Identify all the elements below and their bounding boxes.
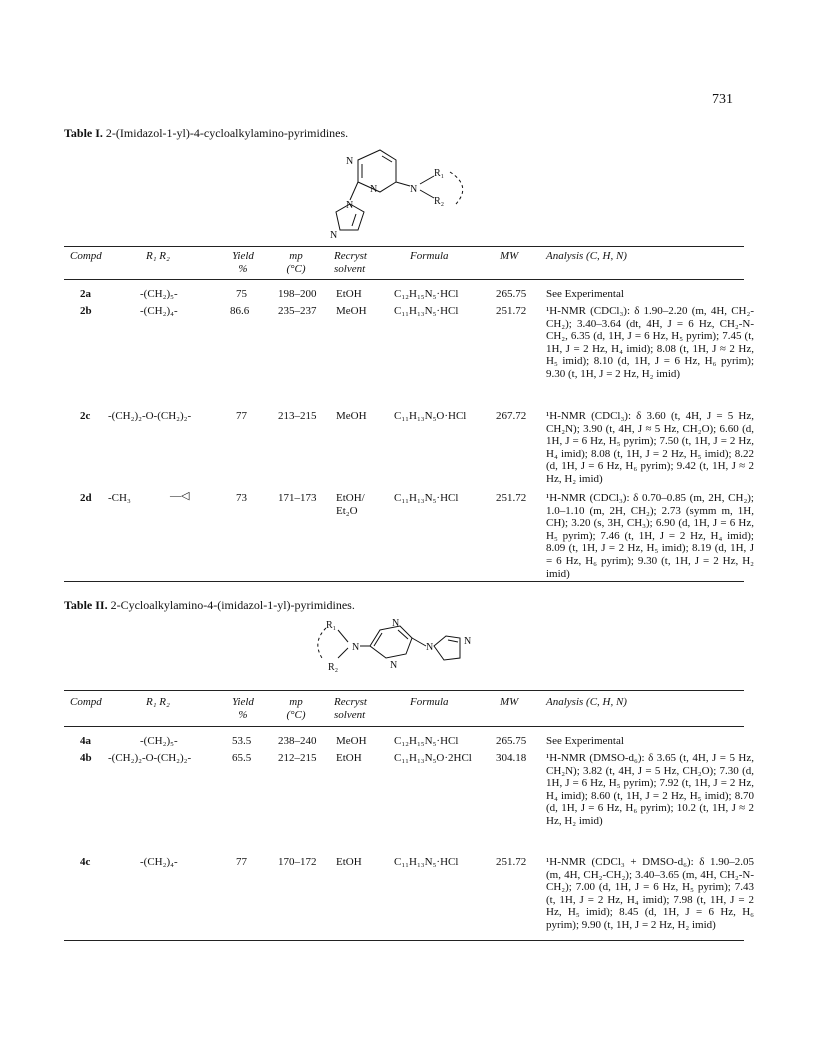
mw-value: 251.72 [496,856,527,868]
header-recryst: Recryst [334,250,367,262]
r-group: -(CH₂)₄- [140,305,178,317]
header-mw: MW [500,250,519,262]
table2-bottom-rule [64,940,744,941]
scheme-n: N [370,184,378,195]
compd-id: 4b [80,752,92,764]
r-group: -CH₃ [108,492,131,504]
mp-value: 213–215 [278,410,317,422]
r-group: -(CH₂)₅- [140,735,178,747]
table2-header-rule [64,726,744,727]
header-r1r2: R₁ R₂ [146,250,170,262]
scheme-n: N [426,642,434,653]
compd-id: 2b [80,305,92,317]
header-solvent: solvent [334,709,366,721]
table2-structure-scheme [308,616,498,682]
scheme-n: N [464,636,472,647]
mw-value: 304.18 [496,752,527,764]
r-group: -(CH₂)₂-O-(CH₂)₂- [108,752,192,764]
formula-value: C₁₁H₁₃N₅·HCl [394,305,459,317]
table1-title: 2-(Imidazol-1-yl)-4-cycloalkylamino-pyrimidines. [105,126,349,140]
header-recryst: Recryst [334,696,367,708]
table2-caption [64,598,355,613]
table1-header-rule [64,279,744,280]
header-mp-unit: (°C) [286,263,306,275]
scheme-n: N [330,230,338,241]
scheme-n: N [392,618,400,629]
analysis-text: ¹H-NMR (CDCl₃ + DMSO-d₆): δ 1.90–2.05 (m, 4H, CH₂-CH₂); 3.40–3.65 (m, 4H, CH₂-N-CH₂); 7.00 (d, 1H, J = 6 Hz, H₅ pyrim); 7.43 (t, 1H, J = 2 Hz, H₄ imid); 7.98 (t, 1H, J = 2 Hz, H₅ imid); 8.45 (d, 1H, J = 6 Hz, H₆ pyrim); 9.90 (t, 1H, J = 2 Hz, H₂ imid) [546,856,754,931]
table2-top-rule [64,690,744,691]
header-mp-unit: (°C) [286,709,306,721]
scheme-r1: R₁ [326,620,337,631]
table1-caption [64,126,348,141]
solvent-value: EtOH [336,856,362,868]
analysis-text: ¹H-NMR (DMSO-d₆): δ 3.65 (t, 4H, J = 5 Hz, CH₂N); 3.82 (t, 4H, J = 5 Hz, CH₂O); 7.30 (d, 1H, J = 6 Hz, H₅ pyrim); 7.92 (t, 1H, J = 2 Hz, H₄ imid); 8.60 (t, 1H, J = 2 Hz, H₅ imid); 8.70 (d, 1H, J = 6 Hz, H₆ pyrim); 10.2 (t, 1H, J ≈ 2 Hz, H₂ imid) [546,752,754,827]
solvent-value: MeOH [336,305,367,317]
compd-id: 2c [80,410,91,422]
scheme-n: N [410,184,418,195]
mw-value: 265.75 [496,288,527,300]
yield-value: 86.6 [230,305,250,317]
scheme-n: N [346,200,354,211]
mw-value: 265.75 [496,735,527,747]
formula-value: C₁₂H₁₅N₅·HCl [394,288,459,300]
mw-value: 267.72 [496,410,527,422]
analysis-text: ¹H-NMR (CDCl₃): δ 1.90–2.20 (m, 4H, CH₂-CH₂); 3.40–3.64 (dt, 4H, J = 6 Hz, CH₂-N-CH₂, 6.35 (d, 1H, J = 6 Hz, H₅ pyrim); 7.45 (t, 1H, J = 2 Hz, H₄ imid); 8.08 (t, 1H, J ≈ 2 Hz, H₅ imid); 8.10 (d, 1H, J = 6 Hz, H₆ pyrim); 9.30 (t, 1H, J = 2 Hz, H₂ imid) [546,305,754,380]
mw-value: 251.72 [496,305,527,317]
analysis-text: ¹H-NMR (CDCl₃): δ 0.70–0.85 (m, 2H, CH₂); 1.0–1.10 (m, 2H, CH₂); 2.73 (symm m, 1H, CH); 3.20 (s, 3H, CH₃); 6.90 (d, 1H, J = 6 Hz, H₅ pyrim); 7.46 (t, 1H, J = 2 Hz, H₄ imid); 8.09 (t, 1H, J = 2 Hz, H₅ imid); 8.19 (d, 1H, J = 6 Hz, H₆ pyrim); 9.30 (t, 1H, J = 2 Hz, H₂ imid) [546,492,754,580]
analysis-text: See Experimental [546,288,624,300]
mp-value: 171–173 [278,492,317,504]
table1-label: Table I. [64,126,103,140]
mw-value: 251.72 [496,492,527,504]
header-compd: Compd [70,250,102,262]
compd-id: 2d [80,492,92,504]
table1-top-rule [64,246,744,247]
header-yield: Yield [232,250,254,262]
yield-value: 77 [236,856,247,868]
r-group: -(CH₂)₂-O-(CH₂)₂- [108,410,192,422]
header-r1r2: R₁ R₂ [146,696,170,708]
formula-value: C₁₂H₁₅N₅·HCl [394,735,459,747]
scheme-n: N [346,156,354,167]
page-number: 731 [712,92,733,107]
table1-bottom-rule [64,581,744,582]
scheme-r2: R₂ [328,662,339,673]
scheme-r2: R₂ [434,196,445,207]
r-group: -(CH₂)₄- [140,856,178,868]
header-analysis: Analysis (C, H, N) [546,250,627,262]
r-group: -(CH₂)₅- [140,288,178,300]
yield-value: 77 [236,410,247,422]
solvent-value: MeOH [336,410,367,422]
header-mp: mp [289,250,303,262]
compd-id: 2a [80,288,91,300]
header-formula: Formula [410,250,449,262]
header-solvent: solvent [334,263,366,275]
table2-title: 2-Cycloalkylamino-4-(imidazol-1-yl)-pyrimidines. [110,598,355,612]
solvent-value: MeOH [336,735,367,747]
header-yield-unit: % [238,709,248,721]
solvent-value: EtOH [336,288,362,300]
header-mw: MW [500,696,519,708]
yield-value: 73 [236,492,247,504]
header-formula: Formula [410,696,449,708]
yield-value: 53.5 [232,735,252,747]
table1-structure-scheme [310,148,500,242]
header-yield: Yield [232,696,254,708]
formula-value: C₁₁H₁₃N₅·HCl [394,856,459,868]
mp-value: 238–240 [278,735,317,747]
compd-id: 4a [80,735,91,747]
scheme-n: N [352,642,360,653]
formula-value: C₁₁H₁₃N₅O·HCl [394,410,467,422]
solvent-value-2: Et₂O [336,505,358,517]
mp-value: 235–237 [278,305,317,317]
header-compd: Compd [70,696,102,708]
analysis-text: See Experimental [546,735,624,747]
scheme-n: N [390,660,398,671]
solvent-value: EtOH/ [336,492,365,504]
formula-value: C₁₁H₁₃N₅·HCl [394,492,459,504]
table2-label: Table II. [64,598,108,612]
formula-value: C₁₁H₁₃N₅O·2HCl [394,752,472,764]
header-mp: mp [289,696,303,708]
analysis-text: ¹H-NMR (CDCl₃): δ 3.60 (t, 4H, J = 5 Hz, CH₂N); 3.90 (t, 4H, J ≈ 5 Hz, CH₂O); 6.60 (d, 1H, J = 6 Hz, H₅ pyrim); 7.50 (t, 1H, J = 2 Hz, H₄ imid); 8.08 (t, 1H, J = 2 Hz, H₅ imid); 8.22 (d, 1H, J = 6 Hz, H₆ pyrim); 9.42 (t, 1H, J ≈ 2 Hz, H₂ imid) [546,410,754,485]
header-yield-unit: % [238,263,248,275]
compd-id: 4c [80,856,91,868]
yield-value: 75 [236,288,247,300]
mp-value: 198–200 [278,288,317,300]
solvent-value: EtOH [336,752,362,764]
cyclopropyl-symbol: —◁ [170,490,190,502]
yield-value: 65.5 [232,752,252,764]
scheme-r1: R₁ [434,168,445,179]
mp-value: 212–215 [278,752,317,764]
header-analysis: Analysis (C, H, N) [546,696,627,708]
mp-value: 170–172 [278,856,317,868]
